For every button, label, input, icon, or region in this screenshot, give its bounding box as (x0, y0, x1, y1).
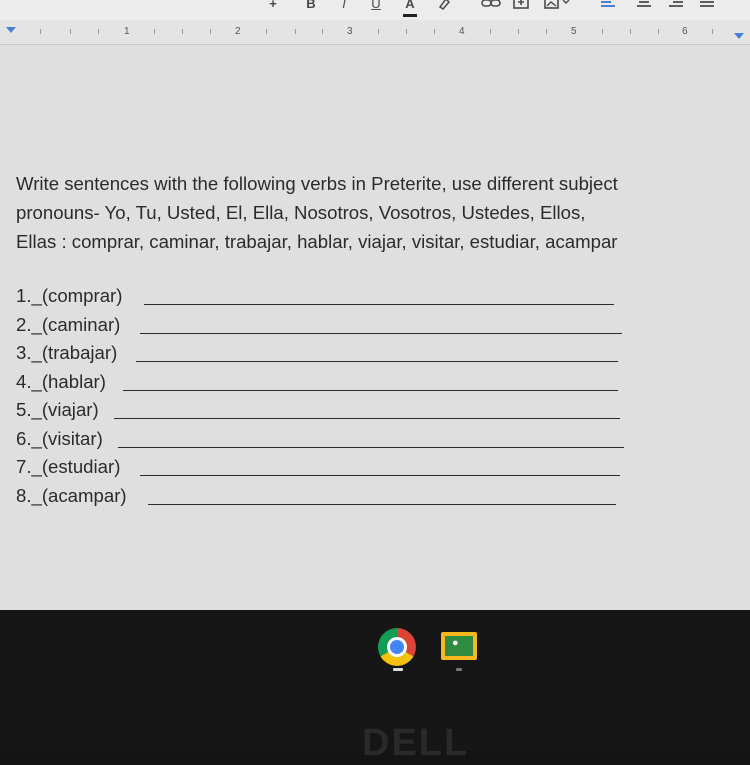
ruler-tick (658, 29, 659, 34)
ruler-tick (630, 29, 631, 34)
list-item[interactable] (16, 340, 127, 369)
answer-line[interactable] (118, 447, 624, 448)
list-item[interactable] (16, 397, 127, 426)
answer-line[interactable] (148, 504, 616, 505)
align-center-icon[interactable] (636, 0, 652, 14)
bold-icon[interactable]: B (306, 0, 316, 11)
italic-icon[interactable]: I (342, 0, 346, 11)
answer-line[interactable] (123, 390, 618, 391)
answer-line[interactable] (140, 475, 620, 476)
ruler-tick (98, 29, 99, 34)
left-indent-marker[interactable] (6, 27, 16, 33)
ruler-mark: 5 (571, 26, 577, 37)
align-left-icon[interactable] (600, 0, 616, 14)
text-color-icon[interactable]: A (403, 0, 417, 17)
ruler-tick (712, 29, 713, 34)
link-icon[interactable] (481, 0, 501, 14)
ruler-mark: 3 (347, 26, 353, 37)
instructions-line: Ellas : comprar, caminar, trabajar, hablar, viajar, visitar, estudiar, acampar (16, 231, 618, 252)
formatting-toolbar (0, 0, 750, 20)
ruler-tick (602, 29, 603, 34)
list-item[interactable] (16, 283, 127, 312)
ruler-tick (70, 29, 71, 34)
ruler[interactable] (0, 20, 750, 45)
image-icon[interactable] (544, 0, 572, 14)
google-classroom-icon[interactable] (441, 632, 477, 660)
list-item-label: 5._(viajar) (16, 399, 99, 420)
chrome-core (390, 640, 404, 654)
more-icon[interactable]: + (269, 0, 277, 11)
active-app-indicator (393, 668, 403, 671)
ruler-tick (295, 29, 296, 34)
classroom-board (445, 636, 473, 656)
ruler-tick (406, 29, 407, 34)
list-item[interactable] (16, 454, 127, 483)
app-indicator (456, 668, 462, 671)
list-item[interactable] (16, 369, 127, 398)
ruler-mark: 1 (124, 26, 130, 37)
exercise-list (16, 283, 127, 511)
ruler-tick (266, 29, 267, 34)
highlight-icon[interactable] (437, 0, 451, 14)
classroom-person-icon: ● (452, 637, 459, 649)
answer-line[interactable] (114, 418, 620, 419)
ruler-mark: 4 (459, 26, 465, 37)
answer-line[interactable] (144, 304, 614, 305)
list-item-label: 8._(acampar) (16, 484, 127, 506)
ruler-tick (546, 29, 547, 34)
list-item-label: 6._(visitar) (16, 427, 103, 449)
answer-line[interactable] (140, 333, 622, 334)
list-item[interactable] (16, 426, 127, 455)
ruler-tick (434, 29, 435, 34)
document-page[interactable] (0, 45, 750, 610)
list-item-label: 4._(hablar) (16, 370, 106, 392)
list-item[interactable] (16, 483, 127, 512)
ruler-tick (182, 29, 183, 34)
ruler-tick (378, 29, 379, 34)
chrome-icon[interactable] (378, 628, 416, 666)
ruler-tick (322, 29, 323, 34)
list-item[interactable] (16, 312, 127, 341)
answer-line[interactable] (136, 361, 618, 362)
underline-icon[interactable]: U (371, 0, 381, 11)
ruler-tick (518, 29, 519, 34)
instructions-paragraph (16, 169, 746, 256)
list-item-label: 7._(estudiar) (16, 456, 121, 477)
ruler-tick (490, 29, 491, 34)
ruler-tick (154, 29, 155, 34)
ruler-mark: 6 (682, 26, 688, 37)
list-item-label: 2._(caminar) (16, 313, 121, 335)
chrome-ring (387, 637, 407, 657)
list-item-label: 3._(trabajar) (16, 342, 118, 363)
comment-icon[interactable] (512, 0, 530, 14)
instructions-line: pronouns- Yo, Tu, Usted, El, Ella, Nosotros, Vosotros, Ustedes, Ellos, (16, 202, 586, 223)
ruler-tick (210, 29, 211, 34)
right-indent-marker[interactable] (734, 33, 744, 39)
instructions-line: Write sentences with the following verbs in Preterite, use different subject (16, 173, 618, 194)
ruler-tick (40, 29, 41, 34)
list-item-label: 1._(comprar) (16, 285, 123, 306)
align-right-icon[interactable] (668, 0, 684, 14)
justify-icon[interactable] (699, 0, 715, 14)
dell-logo: DELL (362, 722, 470, 764)
ruler-mark: 2 (235, 26, 241, 37)
